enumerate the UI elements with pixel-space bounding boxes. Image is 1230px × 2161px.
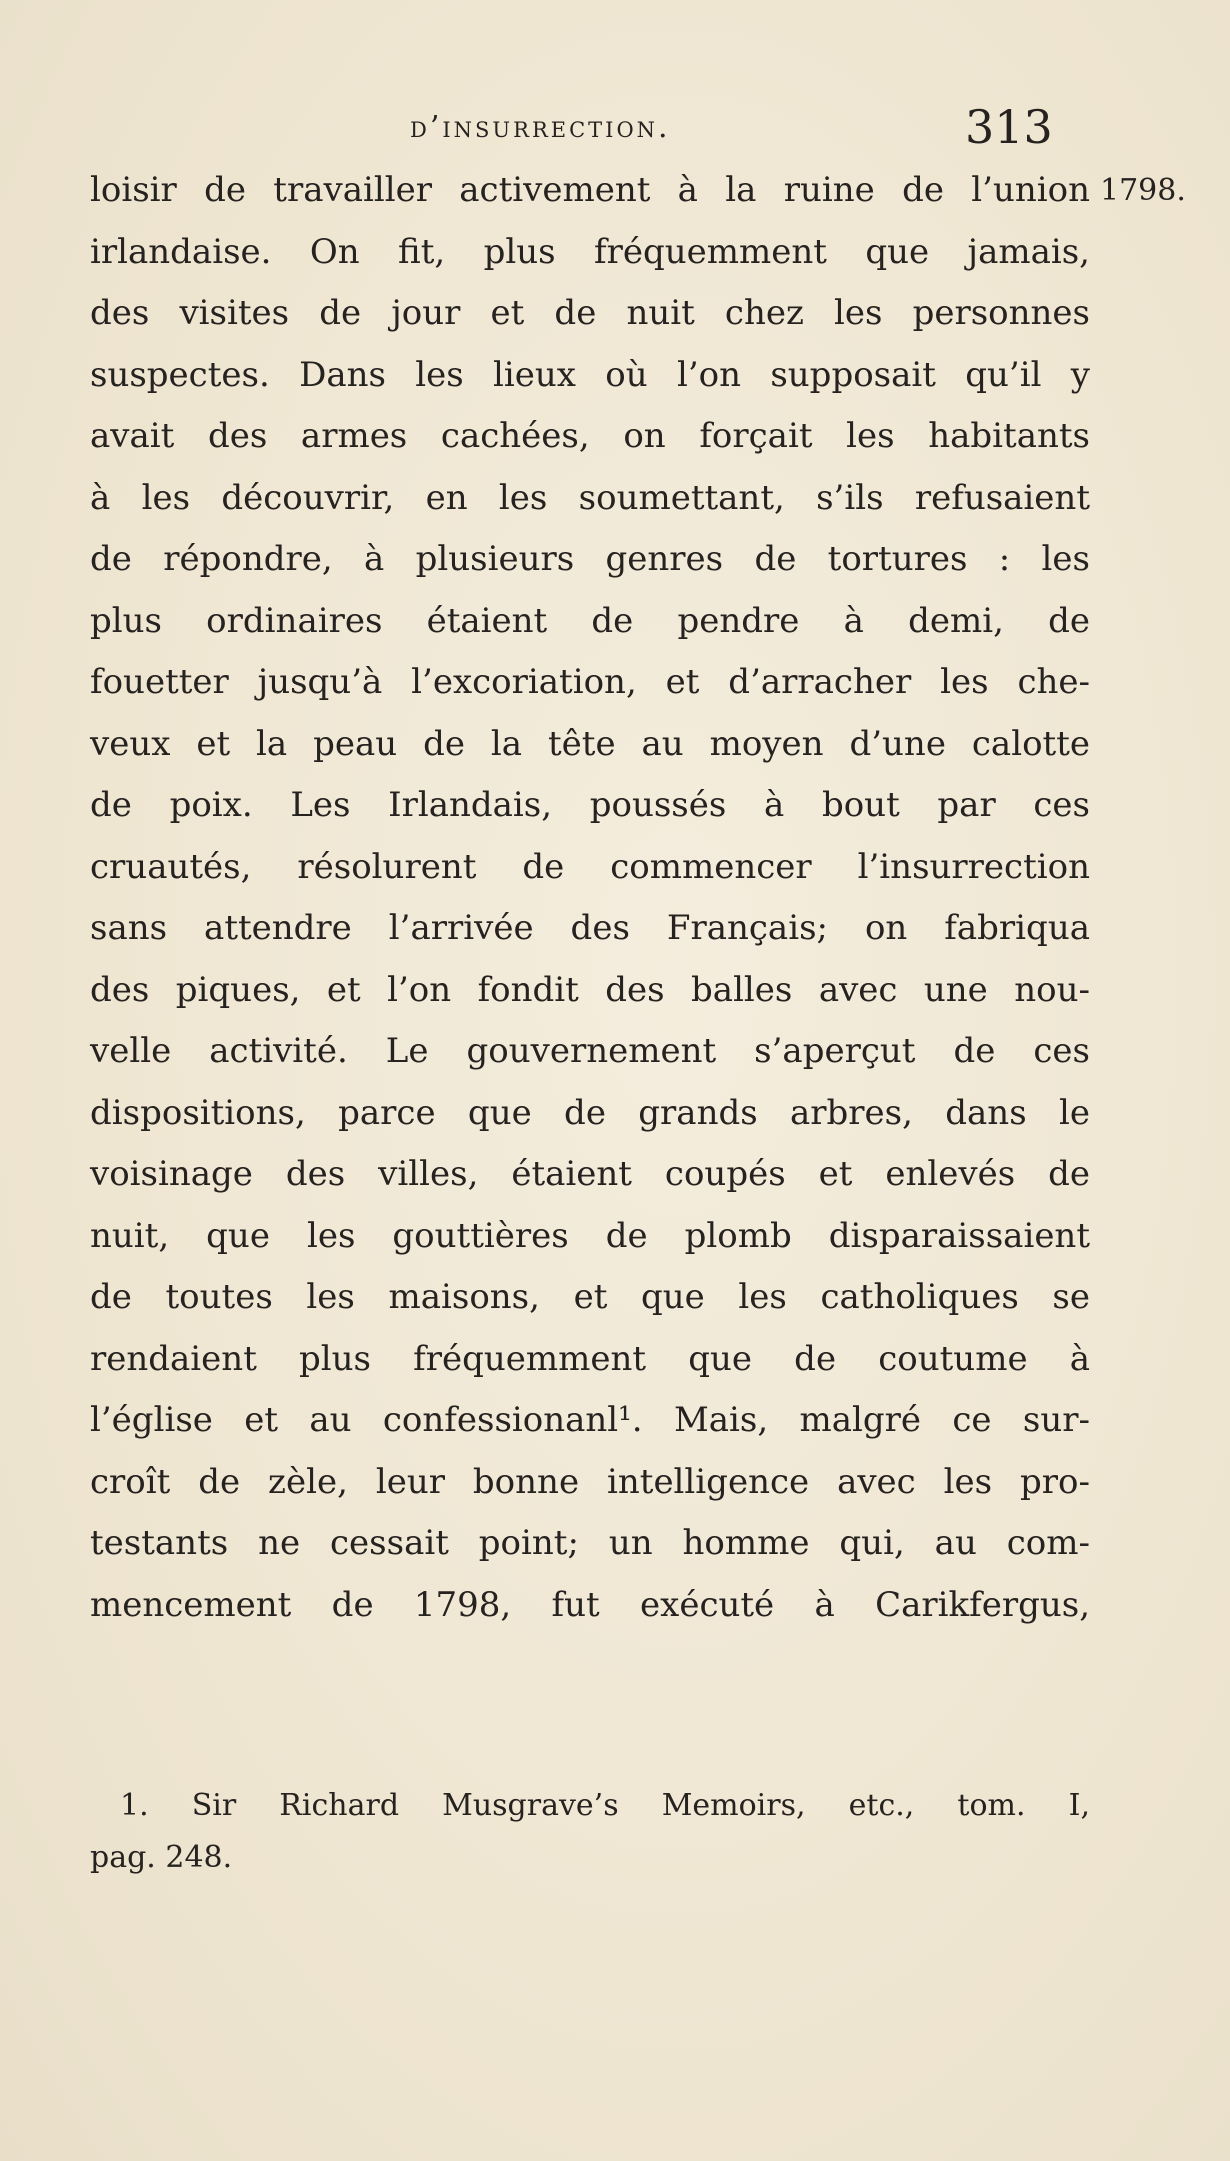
text-line: voisinage des villes, étaient coupés et enlevés de [90, 1154, 1090, 1194]
text-line: de répondre, à plusieurs genres de tortures : les [90, 539, 1090, 579]
running-head [0, 100, 1230, 160]
footnote-line: pag. 248. [90, 1840, 233, 1875]
text-line: veux et la peau de la tête au moyen d’une calotte [90, 723, 1090, 764]
page-number: 313 [965, 100, 1053, 154]
text-line: fouetter jusqu’à l’excoriation, et d’arracher les che- [90, 662, 1090, 702]
text-line: plus ordinaires étaient de pendre à demi, de [90, 600, 1090, 641]
text-line: l’église et au confessionanl¹. Mais, malgré ce sur- [90, 1400, 1090, 1440]
text-line: cruautés, résolurent de commencer l’insurrection [90, 846, 1090, 887]
text-line: mencement de 1798, fut exécuté à Carikfergus, [90, 1584, 1090, 1625]
text-line: des visites de jour et de nuit chez les personnes [90, 293, 1090, 333]
text-line: avait des armes cachées, on forçait les habitants [90, 416, 1090, 456]
body-text [90, 160, 1090, 1636]
text-line: de poix. Les Irlandais, poussés à bout par ces [90, 785, 1090, 825]
running-head-title: d’insurrection. [410, 110, 671, 145]
text-line: loisir de travailler activement à la ruine de l’union [90, 170, 1090, 210]
text-line: rendaient plus fréquemment que de coutume à [90, 1338, 1090, 1379]
text-line: des piques, et l’on fondit des balles avec une nou- [90, 969, 1090, 1010]
margin-date-note: 1798. [1100, 173, 1186, 208]
text-line: à les découvrir, en les soumettant, s’ils refusaient [90, 477, 1090, 518]
text-line: de toutes les maisons, et que les catholiques se [90, 1277, 1090, 1317]
text-line: velle activité. Le gouvernement s’aperçut de ces [90, 1031, 1090, 1071]
text-line: dispositions, parce que de grands arbres, dans le [90, 1092, 1090, 1133]
text-line: suspectes. Dans les lieux où l’on supposait qu’il y [90, 354, 1090, 395]
text-line: nuit, que les gouttières de plomb disparaissaient [90, 1215, 1090, 1256]
text-line: testants ne cessait point; un homme qui, au com- [90, 1523, 1090, 1563]
footnote-line: 1. Sir Richard Musgrave’s Memoirs, etc., tom. I, [120, 1788, 1090, 1823]
footnote [90, 1780, 1090, 1884]
text-line: croît de zèle, leur bonne intelligence avec les pro- [90, 1461, 1090, 1502]
text-line: irlandaise. On fit, plus fréquemment que jamais, [90, 231, 1090, 272]
text-line: sans attendre l’arrivée des Français; on fabriqua [90, 908, 1090, 948]
